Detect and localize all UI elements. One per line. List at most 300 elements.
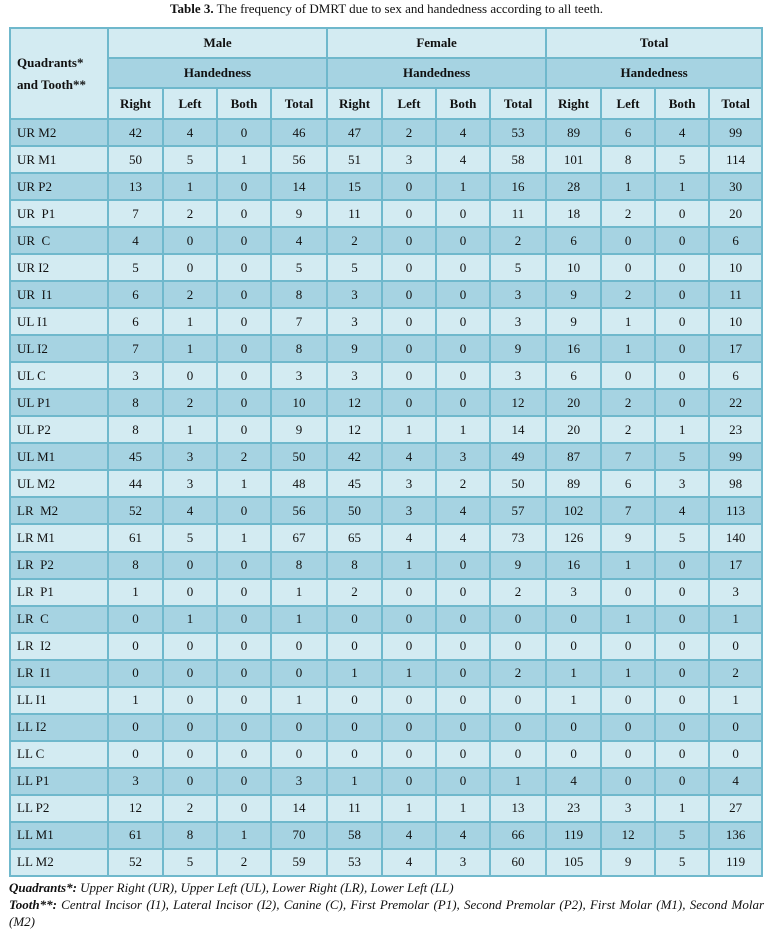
value-cell: 1	[217, 524, 271, 551]
value-cell: 0	[108, 660, 163, 687]
value-cell: 9	[490, 552, 546, 579]
value-cell: 4	[655, 497, 709, 524]
value-cell: 0	[436, 606, 490, 633]
handedness-header-male: Handedness	[108, 58, 327, 88]
value-cell: 0	[655, 254, 709, 281]
value-cell: 6	[601, 470, 655, 497]
value-cell: 4	[382, 443, 436, 470]
value-cell: 22	[709, 389, 762, 416]
table-row	[10, 254, 762, 281]
value-cell: 0	[490, 714, 546, 741]
value-cell: 0	[382, 308, 436, 335]
value-cell: 4	[271, 227, 327, 254]
value-cell: 4	[436, 497, 490, 524]
value-cell: 0	[217, 362, 271, 389]
value-cell: 45	[108, 443, 163, 470]
table-row	[10, 416, 762, 443]
footnote-quadrants-label: Quadrants*:	[9, 880, 77, 895]
value-cell: 4	[163, 497, 217, 524]
value-cell: 0	[382, 254, 436, 281]
value-cell: 0	[327, 714, 382, 741]
value-cell: 89	[546, 470, 601, 497]
table-row	[10, 579, 762, 606]
value-cell: 10	[709, 254, 762, 281]
value-cell: 3	[327, 308, 382, 335]
value-cell: 60	[490, 849, 546, 876]
value-cell: 8	[163, 822, 217, 849]
value-cell: 0	[327, 741, 382, 768]
value-cell: 0	[108, 714, 163, 741]
value-cell: 101	[546, 146, 601, 173]
value-cell: 0	[163, 660, 217, 687]
value-cell: 3	[546, 579, 601, 606]
value-cell: 0	[382, 389, 436, 416]
value-cell: 0	[217, 606, 271, 633]
value-cell: 8	[601, 146, 655, 173]
value-cell: 17	[709, 552, 762, 579]
value-cell: 3	[490, 281, 546, 308]
value-cell: 140	[709, 524, 762, 551]
value-cell: 0	[217, 579, 271, 606]
value-cell: 0	[546, 633, 601, 660]
value-cell: 0	[601, 714, 655, 741]
value-cell: 2	[601, 416, 655, 443]
value-cell: 1	[327, 768, 382, 795]
tooth-label-cell: UL P1	[10, 389, 108, 416]
value-cell: 1	[709, 606, 762, 633]
value-cell: 1	[546, 660, 601, 687]
tooth-label-cell: LR P2	[10, 552, 108, 579]
tooth-label-cell: LL C	[10, 741, 108, 768]
value-cell: 20	[546, 389, 601, 416]
value-cell: 2	[709, 660, 762, 687]
value-cell: 49	[490, 443, 546, 470]
row-header-line-2: and Tooth**	[17, 76, 87, 92]
value-cell: 0	[217, 497, 271, 524]
value-cell: 0	[546, 714, 601, 741]
value-cell: 30	[709, 173, 762, 200]
value-cell: 1	[601, 173, 655, 200]
value-cell: 0	[217, 714, 271, 741]
table-row	[10, 795, 762, 822]
value-cell: 0	[163, 741, 217, 768]
value-cell: 5	[163, 524, 217, 551]
value-cell: 0	[217, 389, 271, 416]
column-header-total: Total	[271, 88, 327, 119]
table-row	[10, 443, 762, 470]
value-cell: 1	[436, 173, 490, 200]
handedness-header-total: Handedness	[546, 58, 762, 88]
value-cell: 0	[436, 741, 490, 768]
column-header-left: Left	[601, 88, 655, 119]
value-cell: 10	[271, 389, 327, 416]
value-cell: 0	[655, 227, 709, 254]
footnote-tooth-label: Tooth**:	[9, 897, 57, 912]
value-cell: 8	[271, 335, 327, 362]
value-cell: 0	[601, 362, 655, 389]
value-cell: 20	[709, 200, 762, 227]
value-cell: 105	[546, 849, 601, 876]
table-row	[10, 552, 762, 579]
value-cell: 1	[601, 308, 655, 335]
value-cell: 50	[490, 470, 546, 497]
value-cell: 1	[271, 687, 327, 714]
value-cell: 3	[382, 497, 436, 524]
tooth-label-cell: UL M1	[10, 443, 108, 470]
table-row	[10, 308, 762, 335]
tooth-label-cell: UL M2	[10, 470, 108, 497]
group-header-male: Male	[108, 28, 327, 58]
value-cell: 4	[436, 822, 490, 849]
value-cell: 17	[709, 335, 762, 362]
value-cell: 18	[546, 200, 601, 227]
value-cell: 9	[271, 416, 327, 443]
column-header-right: Right	[546, 88, 601, 119]
value-cell: 8	[108, 416, 163, 443]
value-cell: 3	[490, 362, 546, 389]
value-cell: 1	[382, 795, 436, 822]
footnote-quadrants	[9, 879, 764, 896]
value-cell: 4	[163, 119, 217, 146]
value-cell: 4	[655, 119, 709, 146]
tooth-label-cell: LL M1	[10, 822, 108, 849]
value-cell: 2	[601, 389, 655, 416]
value-cell: 0	[490, 606, 546, 633]
value-cell: 8	[108, 552, 163, 579]
value-cell: 58	[490, 146, 546, 173]
value-cell: 0	[655, 741, 709, 768]
value-cell: 0	[601, 741, 655, 768]
value-cell: 0	[163, 768, 217, 795]
tooth-label-cell: UL P2	[10, 416, 108, 443]
value-cell: 9	[490, 335, 546, 362]
value-cell: 3	[436, 849, 490, 876]
value-cell: 99	[709, 443, 762, 470]
value-cell: 0	[436, 362, 490, 389]
value-cell: 0	[382, 281, 436, 308]
table-row	[10, 524, 762, 551]
column-header-left: Left	[163, 88, 217, 119]
value-cell: 2	[163, 200, 217, 227]
value-cell: 1	[327, 660, 382, 687]
value-cell: 46	[271, 119, 327, 146]
value-cell: 7	[271, 308, 327, 335]
value-cell: 1	[601, 335, 655, 362]
value-cell: 47	[327, 119, 382, 146]
value-cell: 14	[271, 173, 327, 200]
tooth-label-cell: LL I2	[10, 714, 108, 741]
group-header-female: Female	[327, 28, 546, 58]
value-cell: 0	[655, 335, 709, 362]
value-cell: 5	[655, 146, 709, 173]
value-cell: 5	[655, 822, 709, 849]
value-cell: 3	[271, 768, 327, 795]
tooth-label-cell: LR I1	[10, 660, 108, 687]
value-cell: 1	[108, 687, 163, 714]
value-cell: 1	[271, 606, 327, 633]
value-cell: 12	[327, 416, 382, 443]
value-cell: 0	[382, 579, 436, 606]
value-cell: 0	[382, 741, 436, 768]
value-cell: 42	[327, 443, 382, 470]
value-cell: 56	[271, 146, 327, 173]
table-row	[10, 822, 762, 849]
value-cell: 0	[108, 741, 163, 768]
value-cell: 2	[217, 849, 271, 876]
value-cell: 0	[655, 606, 709, 633]
value-cell: 0	[436, 633, 490, 660]
value-cell: 0	[436, 579, 490, 606]
value-cell: 0	[163, 227, 217, 254]
value-cell: 16	[546, 552, 601, 579]
value-cell: 1	[655, 173, 709, 200]
value-cell: 0	[163, 714, 217, 741]
footnote-tooth	[9, 896, 764, 930]
tooth-label-cell: LL P1	[10, 768, 108, 795]
value-cell: 12	[490, 389, 546, 416]
value-cell: 0	[217, 633, 271, 660]
table-row	[10, 768, 762, 795]
value-cell: 1	[655, 416, 709, 443]
table-row	[10, 633, 762, 660]
column-header-both: Both	[436, 88, 490, 119]
value-cell: 8	[271, 281, 327, 308]
value-cell: 1	[163, 606, 217, 633]
value-cell: 3	[382, 470, 436, 497]
value-cell: 5	[490, 254, 546, 281]
value-cell: 0	[655, 660, 709, 687]
value-cell: 2	[163, 795, 217, 822]
caption-label: Table 3.	[170, 1, 214, 16]
value-cell: 70	[271, 822, 327, 849]
tooth-label-cell: UR C	[10, 227, 108, 254]
value-cell: 16	[490, 173, 546, 200]
value-cell: 3	[108, 768, 163, 795]
value-cell: 4	[436, 524, 490, 551]
value-cell: 50	[108, 146, 163, 173]
value-cell: 0	[382, 687, 436, 714]
table-row	[10, 119, 762, 146]
value-cell: 0	[436, 200, 490, 227]
value-cell: 3	[601, 795, 655, 822]
value-cell: 9	[271, 200, 327, 227]
value-cell: 1	[108, 579, 163, 606]
value-cell: 61	[108, 524, 163, 551]
value-cell: 9	[601, 524, 655, 551]
value-cell: 57	[490, 497, 546, 524]
tooth-label-cell: LR P1	[10, 579, 108, 606]
value-cell: 4	[382, 524, 436, 551]
value-cell: 89	[546, 119, 601, 146]
table-row	[10, 227, 762, 254]
value-cell: 0	[490, 633, 546, 660]
table-row	[10, 660, 762, 687]
value-cell: 12	[601, 822, 655, 849]
value-cell: 0	[382, 768, 436, 795]
value-cell: 0	[327, 687, 382, 714]
value-cell: 5	[271, 254, 327, 281]
value-cell: 2	[601, 200, 655, 227]
tooth-label-cell: UR M1	[10, 146, 108, 173]
value-cell: 0	[271, 741, 327, 768]
value-cell: 3	[163, 443, 217, 470]
value-cell: 0	[271, 660, 327, 687]
value-cell: 1	[601, 552, 655, 579]
column-header-total: Total	[709, 88, 762, 119]
value-cell: 1	[436, 795, 490, 822]
value-cell: 0	[436, 714, 490, 741]
value-cell: 44	[108, 470, 163, 497]
value-cell: 15	[327, 173, 382, 200]
value-cell: 50	[327, 497, 382, 524]
value-cell: 73	[490, 524, 546, 551]
value-cell: 3	[655, 470, 709, 497]
value-cell: 4	[382, 822, 436, 849]
tooth-label-cell: UL C	[10, 362, 108, 389]
value-cell: 11	[327, 795, 382, 822]
value-cell: 5	[655, 524, 709, 551]
table-row	[10, 335, 762, 362]
value-cell: 0	[382, 200, 436, 227]
value-cell: 0	[108, 606, 163, 633]
value-cell: 5	[163, 849, 217, 876]
value-cell: 2	[327, 579, 382, 606]
value-cell: 13	[108, 173, 163, 200]
row-header-cell	[10, 28, 108, 119]
value-cell: 5	[163, 146, 217, 173]
value-cell: 8	[108, 389, 163, 416]
value-cell: 7	[108, 335, 163, 362]
value-cell: 0	[436, 687, 490, 714]
value-cell: 0	[709, 741, 762, 768]
value-cell: 0	[601, 633, 655, 660]
value-cell: 12	[327, 389, 382, 416]
value-cell: 0	[490, 687, 546, 714]
value-cell: 1	[163, 308, 217, 335]
value-cell: 1	[163, 173, 217, 200]
value-cell: 2	[490, 227, 546, 254]
value-cell: 2	[382, 119, 436, 146]
value-cell: 6	[108, 281, 163, 308]
value-cell: 3	[108, 362, 163, 389]
value-cell: 0	[382, 633, 436, 660]
value-cell: 0	[163, 254, 217, 281]
value-cell: 5	[327, 254, 382, 281]
value-cell: 0	[271, 633, 327, 660]
value-cell: 0	[601, 768, 655, 795]
value-cell: 1	[601, 660, 655, 687]
value-cell: 0	[546, 741, 601, 768]
value-cell: 0	[655, 281, 709, 308]
value-cell: 6	[546, 362, 601, 389]
value-cell: 0	[655, 389, 709, 416]
value-cell: 0	[217, 200, 271, 227]
value-cell: 0	[436, 281, 490, 308]
value-cell: 0	[655, 633, 709, 660]
value-cell: 0	[217, 173, 271, 200]
tooth-label-cell: UR P1	[10, 200, 108, 227]
value-cell: 1	[382, 660, 436, 687]
value-cell: 11	[327, 200, 382, 227]
tooth-label-cell: LR M1	[10, 524, 108, 551]
column-header-left: Left	[382, 88, 436, 119]
tooth-label-cell: LL M2	[10, 849, 108, 876]
value-cell: 0	[217, 308, 271, 335]
value-cell: 0	[163, 552, 217, 579]
value-cell: 1	[271, 579, 327, 606]
value-cell: 23	[709, 416, 762, 443]
value-cell: 0	[271, 714, 327, 741]
value-cell: 1	[655, 795, 709, 822]
value-cell: 1	[382, 552, 436, 579]
value-cell: 1	[217, 822, 271, 849]
value-cell: 6	[601, 119, 655, 146]
tooth-label-cell: UR M2	[10, 119, 108, 146]
value-cell: 5	[108, 254, 163, 281]
value-cell: 0	[436, 660, 490, 687]
value-cell: 14	[271, 795, 327, 822]
value-cell: 5	[655, 443, 709, 470]
value-cell: 1	[490, 768, 546, 795]
value-cell: 126	[546, 524, 601, 551]
value-cell: 66	[490, 822, 546, 849]
value-cell: 0	[382, 335, 436, 362]
value-cell: 58	[327, 822, 382, 849]
value-cell: 11	[709, 281, 762, 308]
value-cell: 12	[108, 795, 163, 822]
table-row	[10, 389, 762, 416]
value-cell: 2	[436, 470, 490, 497]
value-cell: 0	[163, 687, 217, 714]
value-cell: 13	[490, 795, 546, 822]
table-row	[10, 497, 762, 524]
tooth-label-cell: UR P2	[10, 173, 108, 200]
table-row	[10, 362, 762, 389]
value-cell: 0	[217, 227, 271, 254]
column-header-total: Total	[490, 88, 546, 119]
footnote-quadrants-text: Upper Right (UR), Upper Left (UL), Lower Right (LR), Lower Left (LL)	[76, 880, 454, 895]
value-cell: 9	[546, 308, 601, 335]
table-row	[10, 741, 762, 768]
value-cell: 23	[546, 795, 601, 822]
tooth-label-cell: LR M2	[10, 497, 108, 524]
value-cell: 3	[271, 362, 327, 389]
tooth-label-cell: LR I2	[10, 633, 108, 660]
value-cell: 0	[436, 389, 490, 416]
value-cell: 65	[327, 524, 382, 551]
value-cell: 7	[601, 497, 655, 524]
value-cell: 136	[709, 822, 762, 849]
value-cell: 5	[655, 849, 709, 876]
group-header-total: Total	[546, 28, 762, 58]
value-cell: 7	[601, 443, 655, 470]
value-cell: 6	[108, 308, 163, 335]
value-cell: 114	[709, 146, 762, 173]
value-cell: 0	[655, 362, 709, 389]
tooth-label-cell: UL I1	[10, 308, 108, 335]
value-cell: 1	[163, 335, 217, 362]
value-cell: 16	[546, 335, 601, 362]
table-body	[10, 119, 762, 876]
value-cell: 0	[709, 714, 762, 741]
value-cell: 3	[382, 146, 436, 173]
value-cell: 45	[327, 470, 382, 497]
value-cell: 0	[163, 579, 217, 606]
value-cell: 1	[217, 470, 271, 497]
row-header-line-1: Quadrants*	[17, 54, 84, 70]
value-cell: 6	[709, 227, 762, 254]
value-cell: 0	[436, 254, 490, 281]
